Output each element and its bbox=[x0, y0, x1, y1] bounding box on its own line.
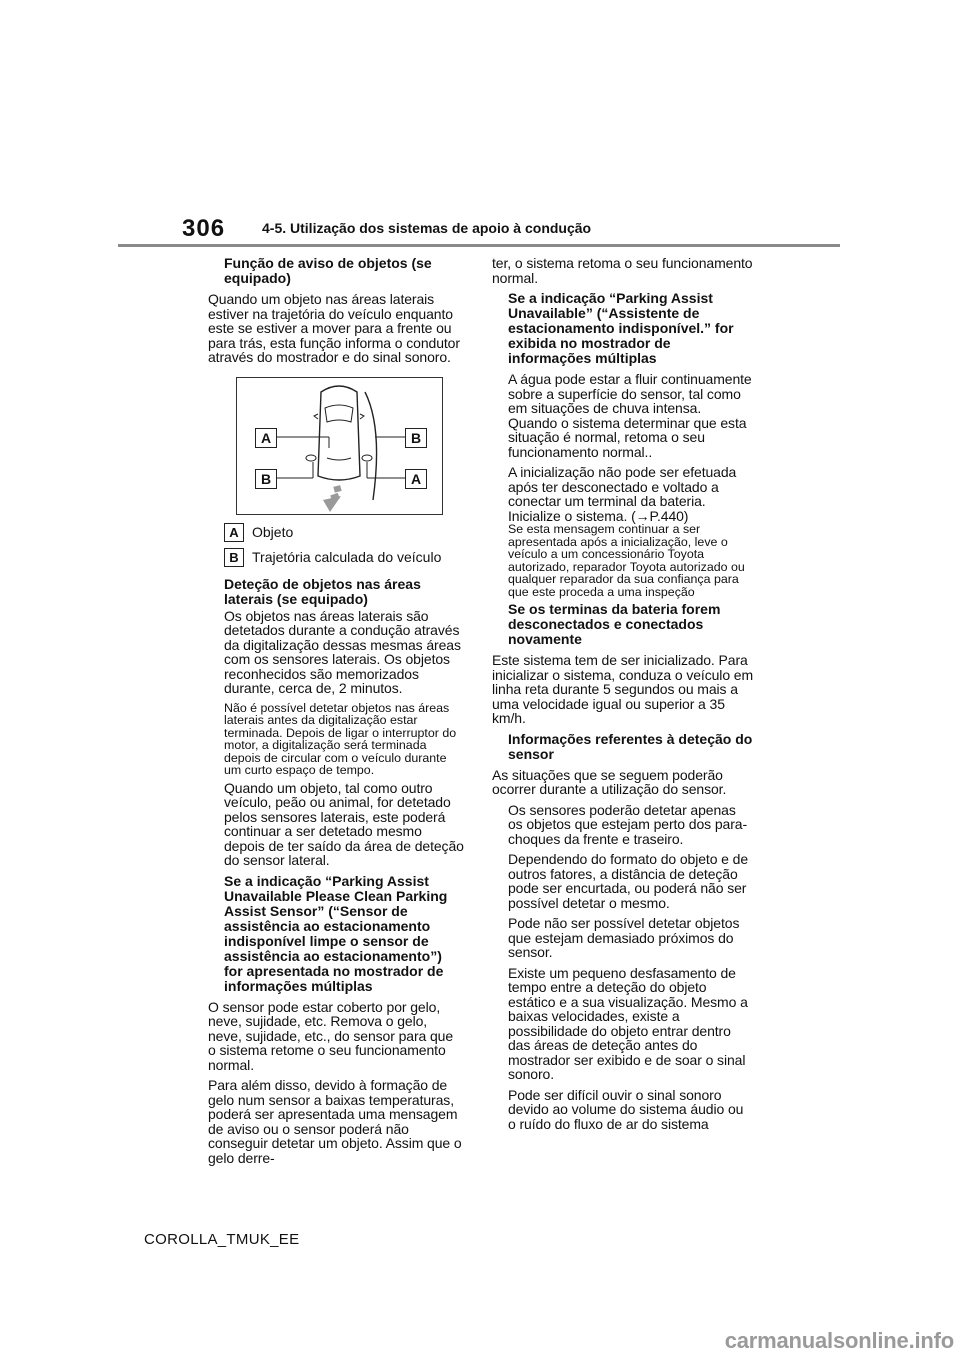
legend-letter-a: A bbox=[224, 523, 244, 542]
page-number: 306 bbox=[182, 215, 226, 242]
heading-battery: Se os terminas da bateria forem desconectados e conectados novamente bbox=[508, 601, 721, 647]
list-item: Pode ser difícil ouvir o sinal sonoro devido ao volume do sistema áudio ou o ruído do fluxo de ar do sistema bbox=[508, 1086, 744, 1132]
header-divider bbox=[118, 244, 840, 247]
paragraph: A água pode estar a fluir continuamente sobre a superfície do sensor, tal como em situações de chuva intensa. Quando o sistema determinar que esta situação é normal, retoma o seu funcionamento normal.. bbox=[508, 371, 752, 460]
vehicle-diagram bbox=[236, 377, 443, 515]
legend-label: Objeto bbox=[252, 523, 294, 540]
list-item: Os sensores poderão detetar apenas os objetos que estejam perto dos para-choques da frente e traseiro. bbox=[508, 801, 748, 847]
paragraph: Os objetos nas áreas laterais são detetados durante a condução através da digitalização dessas mesmas áreas com os sensores laterais. Os objetos reconhecidos são memorizados durante, cerca de, 2 minutos. bbox=[224, 607, 461, 696]
small-paragraph: Se esta mensagem continuar a ser apresentada após a inicialização, leve o veículo a um concessionário Toyota autorizado, reparador Toyota autorizado ou qualquer reparador da sua confiança para que este proceda a uma inspeção bbox=[508, 522, 745, 599]
page-header bbox=[0, 0, 960, 260]
direction-arrow-icon bbox=[323, 485, 342, 512]
paragraph: Quando um objeto nas áreas laterais estiver na trajetória do veículo enquanto este se estiver a mover para a frente ou para trás, esta função informa o condutor através do mostrador e do sinal sonoro. bbox=[208, 291, 460, 365]
section-title: 4-5. Utilização dos sistemas de apoio à condução bbox=[262, 220, 592, 236]
paragraph: ter, o sistema retoma o seu funcionamento normal. bbox=[492, 255, 753, 286]
document-code: COROLLA_TMUK_EE bbox=[144, 1231, 300, 1248]
legend-item-trajectory bbox=[224, 548, 464, 567]
legend-letter-b: B bbox=[224, 548, 244, 567]
paragraph: Quando um objeto, tal como outro veículo, peão ou animal, for detetado pelos sensores laterais, este poderá continuar a ser detetado mesmo depois de ter saído da área de deteção do sensor lateral. bbox=[224, 779, 464, 868]
paragraph: O sensor pode estar coberto por gelo, neve, sujidade, etc. Remova o gelo, neve, sujidade, etc., do sensor para que o sistema retome o seu funcionamento normal. bbox=[208, 998, 454, 1073]
paragraph: Este sistema tem de ser inicializado. Para inicializar o sistema, conduza o veículo em linha reta durante 5 segundos ou mais a uma velocidade igual ou superior a 35 km/h. bbox=[492, 652, 754, 726]
heading-clean-sensor: Se a indicação “Parking Assist Unavailable Please Clean Parking Assist Sensor” (“Sensor de assistência ao estacionamento indisponível limpe o sensor de assistência ao estacionamento”) for apresentada no mostrador de informações múltiplas bbox=[224, 872, 448, 994]
watermark: carmanualsonline.info bbox=[724, 1328, 954, 1353]
right-column bbox=[492, 256, 754, 1137]
paragraph: Para além disso, devido à formação de gelo num sensor a baixas temperaturas, poderá ser apresentada uma mensagem de aviso ou o sensor poderá não conseguir detetar um objeto. Assim que o gelo derre- bbox=[208, 1077, 462, 1166]
left-column bbox=[208, 256, 464, 1171]
diagram-label-a-top: A bbox=[255, 428, 277, 448]
diagram-label-b-bottom: B bbox=[255, 469, 277, 489]
small-paragraph: Não é possível detetar objetos nas áreas laterais antes da digitalização estar terminada. Depois de ligar o interruptor do motor, a digitalização será terminada depois de circular com o veículo durante um curto espaço de tempo. bbox=[224, 700, 457, 777]
paragraph: As situações que se seguem poderão ocorrer durante a utilização do sensor. bbox=[492, 766, 727, 797]
car-outline bbox=[318, 386, 360, 480]
heading-side-detection: Deteção de objetos nas áreas laterais (se equipado) bbox=[224, 575, 421, 607]
heading-object-warning: Função de aviso de objetos (se equipado) bbox=[224, 255, 432, 286]
heading-sensor-info: Informações referentes à deteção do sensor bbox=[508, 730, 753, 762]
legend-label: Trajetória calculada do veículo bbox=[252, 548, 442, 565]
list-item: Existe um pequeno desfasamento de tempo entre a deteção do objeto estático e a sua visualização. Mesmo a baixas velocidades, existe a possibilidade do objeto entrar dentro das áreas de deteção antes do mostrador ser exibido e de soar o sinal sonoro. bbox=[508, 964, 748, 1082]
list-item: Pode não ser possível detetar objetos que estejam demasiado próximos do sensor. bbox=[508, 915, 740, 960]
diagram-label-b-top: B bbox=[405, 428, 427, 448]
list-item: Dependendo do formato do objeto e de outros fatores, a distância de deteção pode ser encurtada, ou poderá não ser possível detetar o mesmo. bbox=[508, 851, 749, 911]
legend-item-object bbox=[224, 523, 464, 542]
heading-assist-unavailable: Se a indicação “Parking Assist Unavailable” (“Assistente de estacionamento indisponível.” for exibida no mostrador de informações múltiplas bbox=[508, 290, 734, 366]
paragraph: A inicialização não pode ser efetuada após ter desconectado e voltado a conectar um terminal da bateria. Inicialize o sistema. (→P.440) bbox=[508, 464, 737, 524]
diagram-label-a-bottom: A bbox=[405, 469, 427, 489]
trajectory-line bbox=[365, 392, 377, 500]
